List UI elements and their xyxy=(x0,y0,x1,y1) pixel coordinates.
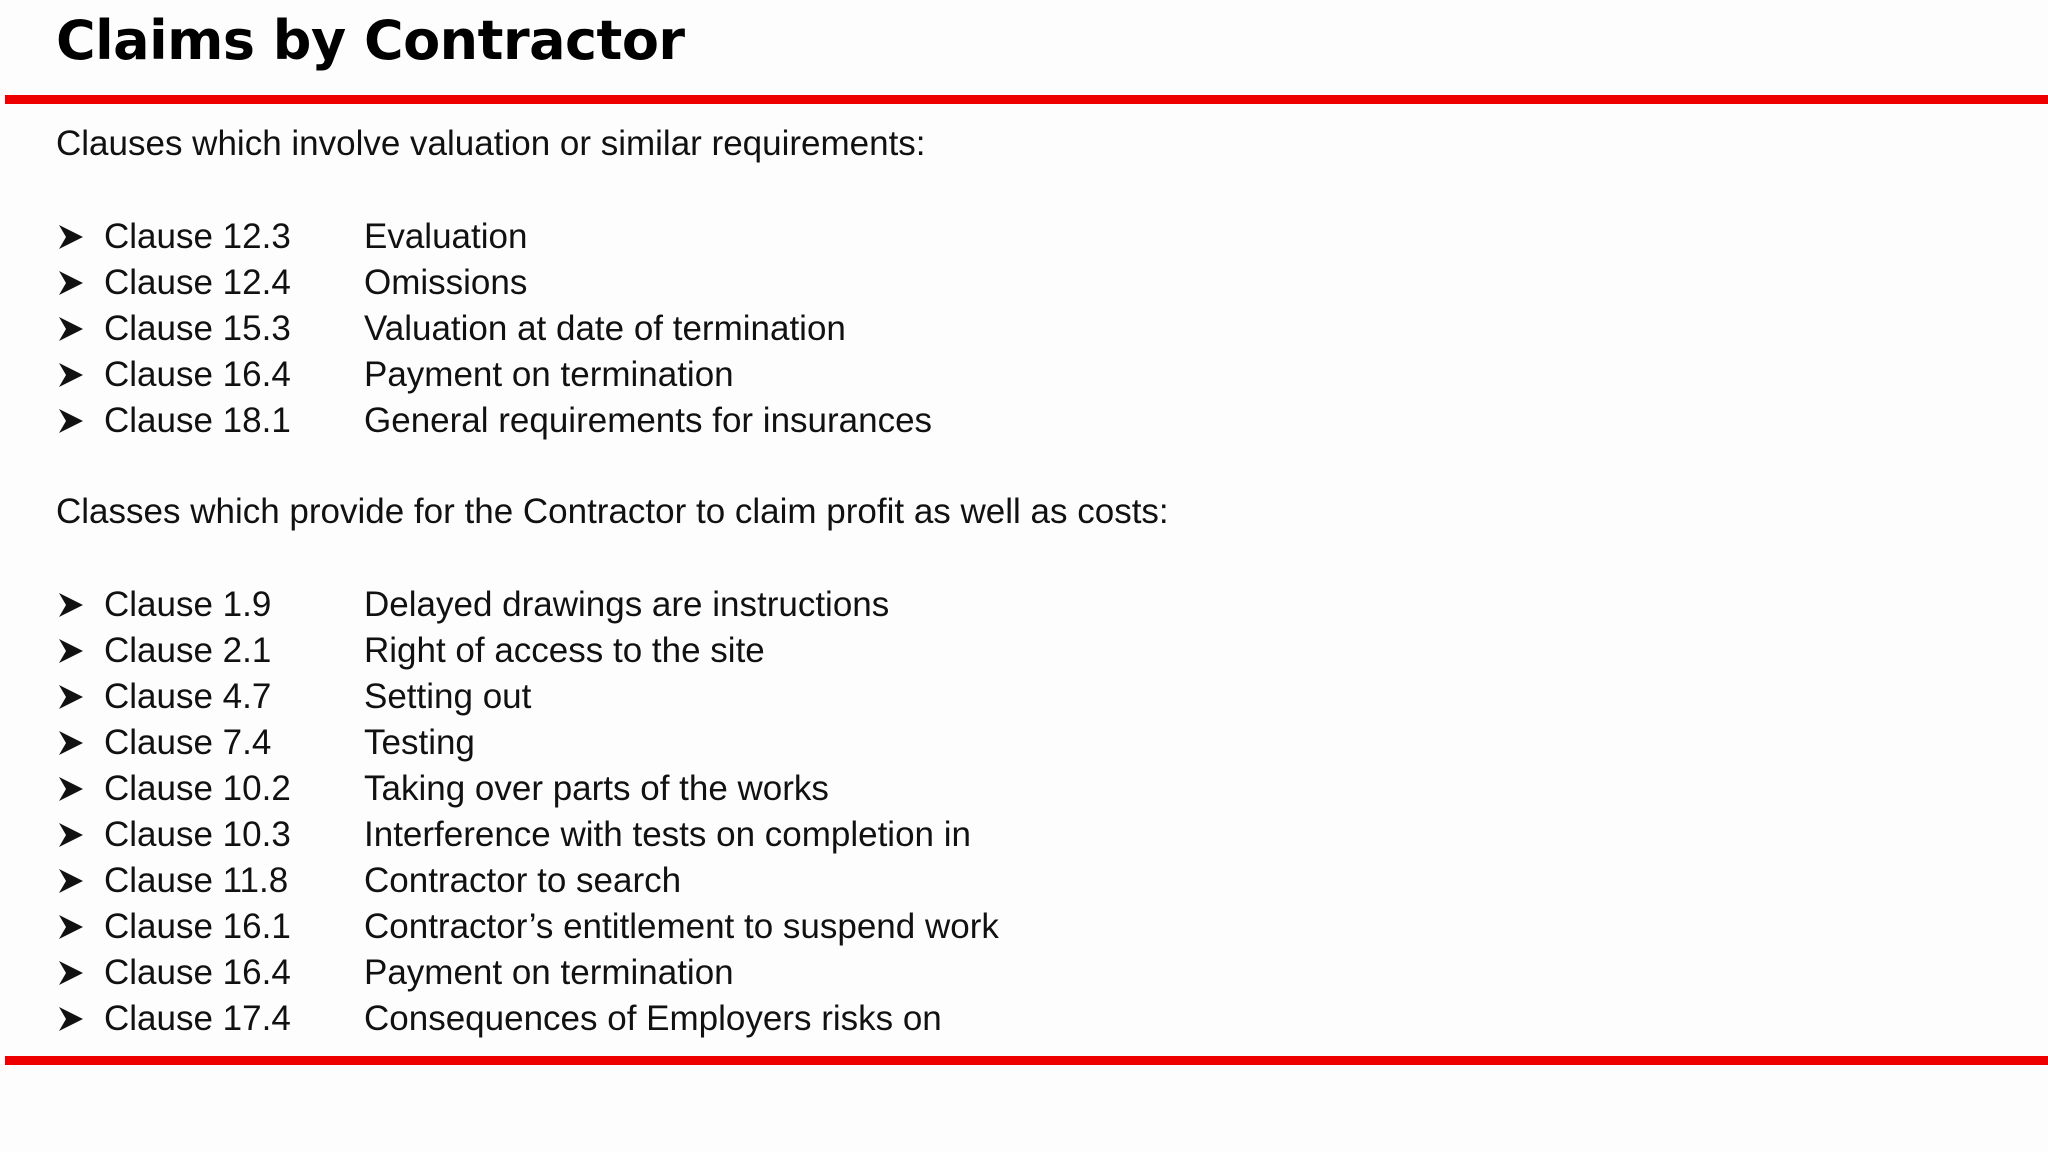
clause-description: Setting out xyxy=(364,677,532,716)
arrowhead-bullet-icon xyxy=(56,636,86,666)
section-valuation-heading: Clauses which involve valuation or similar requirements: xyxy=(56,124,926,163)
arrowhead-bullet-icon xyxy=(56,222,86,252)
clause-description: Right of access to the site xyxy=(364,631,765,670)
list-item xyxy=(56,214,932,260)
list-item xyxy=(56,398,932,444)
clause-number: Clause 11.8 xyxy=(104,861,289,900)
clause-description: Contractor to search xyxy=(364,861,682,900)
list-item xyxy=(56,950,999,996)
clause-number: Clause 10.2 xyxy=(104,769,291,808)
clause-description: General requirements for insurances xyxy=(364,401,933,440)
list-item xyxy=(56,904,999,950)
clause-description: Interference with tests on completion in xyxy=(364,815,971,854)
clause-description: Valuation at date of termination xyxy=(364,309,846,348)
arrowhead-bullet-icon xyxy=(56,866,86,896)
title-divider xyxy=(5,95,2048,104)
clause-description: Testing xyxy=(364,723,475,762)
clause-description: Contractor’s entitlement to suspend work xyxy=(364,907,999,946)
list-item xyxy=(56,260,932,306)
footer-divider xyxy=(5,1056,2048,1065)
clause-number: Clause 16.4 xyxy=(104,355,291,394)
clause-number: Clause 16.4 xyxy=(104,953,291,992)
clause-number: Clause 12.4 xyxy=(104,263,291,302)
arrowhead-bullet-icon xyxy=(56,268,86,298)
clause-number: Clause 7.4 xyxy=(104,723,272,762)
clause-number: Clause 10.3 xyxy=(104,815,291,854)
arrowhead-bullet-icon xyxy=(56,406,86,436)
arrowhead-bullet-icon xyxy=(56,728,86,758)
arrowhead-bullet-icon xyxy=(56,360,86,390)
arrowhead-bullet-icon xyxy=(56,912,86,942)
clause-description: Delayed drawings are instructions xyxy=(364,585,890,624)
list-item xyxy=(56,352,932,398)
list-item xyxy=(56,674,999,720)
list-item xyxy=(56,582,999,628)
arrowhead-bullet-icon xyxy=(56,774,86,804)
clause-number: Clause 4.7 xyxy=(104,677,272,716)
list-item xyxy=(56,628,999,674)
arrowhead-bullet-icon xyxy=(56,682,86,712)
clause-number: Clause 17.4 xyxy=(104,999,291,1038)
clause-description: Payment on termination xyxy=(364,355,734,394)
section-profit-heading: Classes which provide for the Contractor to claim profit as well as costs: xyxy=(56,492,1169,531)
clause-description: Omissions xyxy=(364,263,528,302)
clause-description: Payment on termination xyxy=(364,953,734,992)
arrowhead-bullet-icon xyxy=(56,314,86,344)
list-item xyxy=(56,858,999,904)
clause-number: Clause 16.1 xyxy=(104,907,291,946)
list-item xyxy=(56,766,999,812)
clause-description: Evaluation xyxy=(364,217,528,256)
clause-number: Clause 18.1 xyxy=(104,401,291,440)
profit-clause-list xyxy=(56,582,999,1042)
list-item xyxy=(56,306,932,352)
list-item xyxy=(56,996,999,1042)
clause-description: Taking over parts of the works xyxy=(364,769,829,808)
clause-number: Clause 2.1 xyxy=(104,631,272,670)
arrowhead-bullet-icon xyxy=(56,958,86,988)
arrowhead-bullet-icon xyxy=(56,590,86,620)
slide-title: Claims by Contractor xyxy=(56,9,685,72)
list-item xyxy=(56,812,999,858)
clause-description: Consequences of Employers risks on xyxy=(364,999,942,1038)
valuation-clause-list xyxy=(56,214,932,444)
arrowhead-bullet-icon xyxy=(56,820,86,850)
list-item xyxy=(56,720,999,766)
clause-number: Clause 1.9 xyxy=(104,585,272,624)
arrowhead-bullet-icon xyxy=(56,1004,86,1034)
clause-number: Clause 15.3 xyxy=(104,309,291,348)
clause-number: Clause 12.3 xyxy=(104,217,291,256)
